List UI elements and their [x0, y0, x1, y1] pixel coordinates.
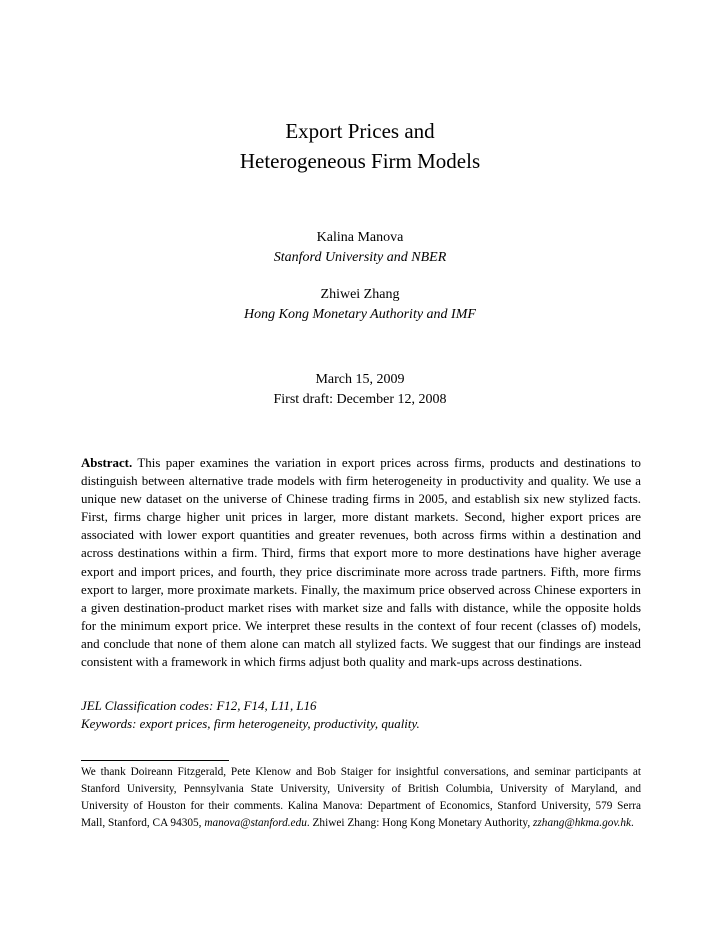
paper-title	[0, 116, 720, 176]
abstract-text: This paper examines the variation in export prices across firms, products and destinations to distinguish between alternative trade models with firm heterogeneity in productivity and quality. We use a unique new dataset on the universe of Chinese trading firms in 2005, and establish six new stylized facts. First, firms charge higher unit prices in larger, more distant markets. Second, higher export prices are associated with lower export quantities and greater revenues, both across firms within a destination and across destinations within a firm. Third, firms that export more to more destinations have higher average export and import prices, and fourth, they price discriminate more across trade partners. Fifth, more firms export to larger, more proximate markets. Finally, the maximum price observed across Chinese exporters in a given destination-product market rises with market size and falls with distance, while the opposite holds for the minimum export price. We interpret these results in the context of four recent (classes of) models, and conclude that none of them alone can match all stylized facts. We suggest that our findings are instead consistent with a framework in which firms adjust both quality and mark-ups across destinations.	[81, 456, 641, 670]
abstract	[81, 454, 641, 671]
footnote-rule	[81, 760, 229, 761]
dates	[0, 370, 720, 410]
footnote	[81, 764, 641, 832]
author-1-name: Kalina Manova	[316, 230, 404, 245]
classification	[81, 697, 641, 733]
keywords: Keywords: export prices, firm heterogeneity, productivity, quality.	[81, 717, 420, 731]
author-2-name: Zhiwei Zhang	[320, 287, 400, 302]
jel-codes: JEL Classification codes: F12, F14, L11, L16	[81, 699, 317, 713]
author-2-affiliation: Hong Kong Monetary Authority and IMF	[244, 307, 476, 322]
author-1	[0, 228, 720, 268]
author-2	[0, 285, 720, 325]
abstract-label: Abstract.	[81, 456, 133, 470]
author-1-affiliation: Stanford University and NBER	[273, 250, 447, 265]
paper-date: March 15, 2009	[315, 372, 405, 387]
email-manova-link[interactable]: manova@stanford.edu	[204, 817, 307, 829]
footnote-middle: . Zhiwei Zhang: Hong Kong Monetary Authority,	[306, 817, 533, 829]
title-line-2: Heterogeneous Firm Models	[239, 149, 481, 173]
footnote-text: We thank Doireann Fitzgerald, Pete Klenow and Bob Staiger for insightful conversations, and seminar participants at Stanford University, Pennsylvania State University, University of British Columbia, University of Maryland, and University of Houston for their comments. Kalina Manova: Department of Economics, Stanford University, 579 Serra Mall, Stanford, CA 94305,	[81, 766, 641, 829]
footnote-end: .	[631, 817, 634, 829]
email-zhang-link[interactable]: zzhang@hkma.gov.hk	[533, 817, 632, 829]
title-line-1: Export Prices and	[285, 119, 435, 143]
first-draft-date: First draft: December 12, 2008	[273, 392, 447, 407]
